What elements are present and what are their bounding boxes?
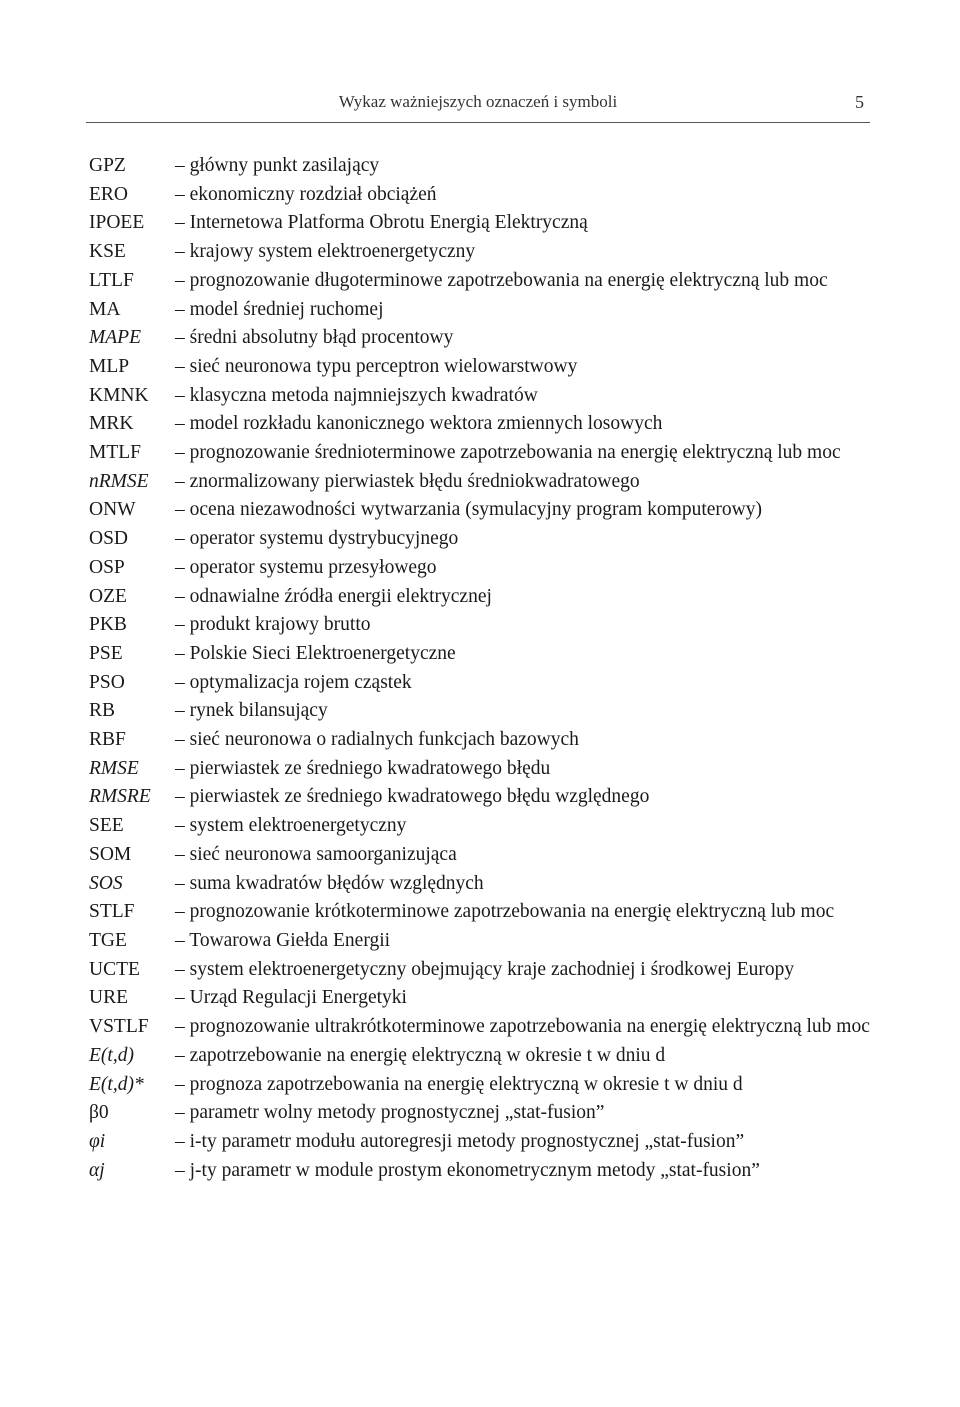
symbol: β0: [89, 1102, 109, 1124]
list-item: [89, 1157, 879, 1186]
symbol: MTLF: [89, 442, 142, 464]
symbol: IPOEE: [89, 212, 145, 234]
list-item: [89, 697, 879, 726]
symbol: PSE: [89, 642, 123, 664]
symbol: SOS: [89, 872, 123, 894]
definition: – system elektroenergetyczny obejmujący kraje zachodniej i środkowej Europy: [175, 958, 795, 980]
symbol: UCTE: [89, 958, 140, 980]
symbol: VSTLF: [89, 1016, 149, 1038]
definition: – ekonomiczny rozdział obciążeń: [175, 183, 437, 205]
symbol: KMNK: [89, 384, 149, 406]
symbol: MA: [89, 298, 121, 320]
symbol: LTLF: [89, 269, 134, 291]
page-header-title: Wykaz ważniejszych oznaczeń i symboli: [338, 92, 618, 111]
list-item: [89, 1099, 879, 1128]
page-number: 5: [855, 92, 864, 112]
definition: – odnawialne źródła energii elektrycznej: [175, 585, 492, 607]
definition: – Urząd Regulacji Energetyki: [175, 987, 407, 1009]
symbol: SEE: [89, 815, 124, 837]
definition: – parametr wolny metody prognostycznej „stat-fusion”: [175, 1102, 605, 1124]
symbol: TGE: [89, 929, 127, 951]
definition: – Polskie Sieci Elektroenergetyczne: [175, 642, 456, 664]
symbol: RB: [89, 700, 116, 722]
list-item: [89, 841, 879, 870]
definition: – zapotrzebowanie na energię elektryczną w okresie t w dniu d: [175, 1044, 666, 1066]
list-item: [89, 755, 879, 784]
definition: – pierwiastek ze średniego kwadratowego błędu względnego: [175, 786, 650, 808]
definition: – operator systemu dystrybucyjnego: [175, 528, 459, 550]
list-item: [89, 611, 879, 640]
list-item: [89, 382, 879, 411]
definition: – prognoza zapotrzebowania na energię elektryczną w okresie t w dniu d: [175, 1073, 743, 1095]
list-item: [89, 1042, 879, 1071]
definition: – produkt krajowy brutto: [175, 614, 371, 636]
symbol: PSO: [89, 671, 125, 693]
symbol: OSD: [89, 528, 129, 550]
symbol: ONW: [89, 499, 136, 521]
symbol: SOM: [89, 843, 132, 865]
symbol: STLF: [89, 901, 135, 923]
definition: – prognozowanie ultrakrótkoterminowe zapotrzebowania na energię elektryczną lub moc: [175, 1016, 870, 1038]
list-item: [89, 870, 879, 899]
definition: – ocena niezawodności wytwarzania (symulacyjny program komputerowy): [175, 499, 762, 521]
list-item: [89, 726, 879, 755]
list-item: [89, 956, 879, 985]
symbol: MRK: [89, 413, 134, 435]
list-item: [89, 640, 879, 669]
list-item: [89, 1128, 879, 1157]
list-item: [89, 984, 879, 1013]
definition: – prognozowanie krótkoterminowe zapotrzebowania na energię elektryczną lub moc: [175, 901, 835, 923]
definition: – Internetowa Platforma Obrotu Energią Elektryczną: [175, 212, 588, 234]
symbol: KSE: [89, 241, 126, 263]
symbol: ERO: [89, 183, 128, 205]
symbol: MLP: [89, 355, 130, 377]
definition: – model średniej ruchomej: [175, 298, 384, 320]
symbol: RMSRE: [89, 786, 151, 808]
list-item: [89, 1071, 879, 1100]
list-item: [89, 783, 879, 812]
list-item: [89, 468, 879, 497]
list-item: [89, 439, 879, 468]
list-item: [89, 410, 879, 439]
definition: – sieć neuronowa samoorganizująca: [175, 843, 457, 865]
definition: – optymalizacja rojem cząstek: [175, 671, 412, 693]
list-item: [89, 152, 879, 181]
definition: – Towarowa Giełda Energii: [175, 929, 391, 951]
list-item: [89, 181, 879, 210]
definition: – prognozowanie średnioterminowe zapotrzebowania na energię elektryczną lub moc: [175, 442, 841, 464]
symbol-list: [89, 152, 879, 1185]
definition: – i-ty parametr modułu autoregresji metody prognostycznej „stat-fusion”: [175, 1130, 745, 1152]
definition: – sieć neuronowa typu perceptron wielowarstwowy: [175, 355, 578, 377]
list-item: [89, 525, 879, 554]
definition: – suma kwadratów błędów względnych: [175, 872, 484, 894]
definition: – średni absolutny błąd procentowy: [175, 327, 454, 349]
list-item: [89, 1013, 879, 1042]
list-item: [89, 554, 879, 583]
definition: – rynek bilansujący: [175, 700, 328, 722]
symbol: GPZ: [89, 155, 126, 176]
list-item: [89, 583, 879, 612]
definition: – pierwiastek ze średniego kwadratowego błędu: [175, 757, 551, 779]
list-item: [89, 324, 879, 353]
list-item: [89, 209, 879, 238]
list-item: [89, 812, 879, 841]
symbol: RMSE: [89, 757, 139, 779]
definition: – sieć neuronowa o radialnych funkcjach bazowych: [175, 729, 579, 751]
page-header: [86, 92, 870, 123]
definition: – znormalizowany pierwiastek błędu średniokwadratowego: [175, 470, 640, 492]
definition: – główny punkt zasilający: [175, 155, 380, 176]
definition: – operator systemu przesyłowego: [175, 556, 437, 578]
symbol: E(t,d): [89, 1044, 134, 1066]
definition: – j-ty parametr w module prostym ekonometrycznym metody „stat-fusion”: [175, 1159, 760, 1181]
definition: – model rozkładu kanonicznego wektora zmiennych losowych: [175, 413, 663, 435]
definition: – prognozowanie długoterminowe zapotrzebowania na energię elektryczną lub moc: [175, 269, 828, 291]
symbol: E(t,d)*: [89, 1073, 144, 1095]
symbol: αj: [89, 1159, 105, 1181]
symbol: nRMSE: [89, 470, 149, 492]
list-item: [89, 267, 879, 296]
definition: – klasyczna metoda najmniejszych kwadratów: [175, 384, 538, 406]
symbol: PKB: [89, 614, 127, 636]
definition: – krajowy system elektroenergetyczny: [175, 241, 476, 263]
symbol: RBF: [89, 729, 126, 751]
symbol: URE: [89, 987, 128, 1009]
list-item: [89, 353, 879, 382]
definition: – system elektroenergetyczny: [175, 815, 407, 837]
list-item: [89, 238, 879, 267]
symbol: OZE: [89, 585, 127, 607]
symbol: OSP: [89, 556, 125, 578]
list-item: [89, 496, 879, 525]
list-item: [89, 669, 879, 698]
symbol: φi: [89, 1130, 106, 1152]
list-item: [89, 296, 879, 325]
symbol: MAPE: [89, 327, 141, 349]
list-item: [89, 927, 879, 956]
list-item: [89, 898, 879, 927]
